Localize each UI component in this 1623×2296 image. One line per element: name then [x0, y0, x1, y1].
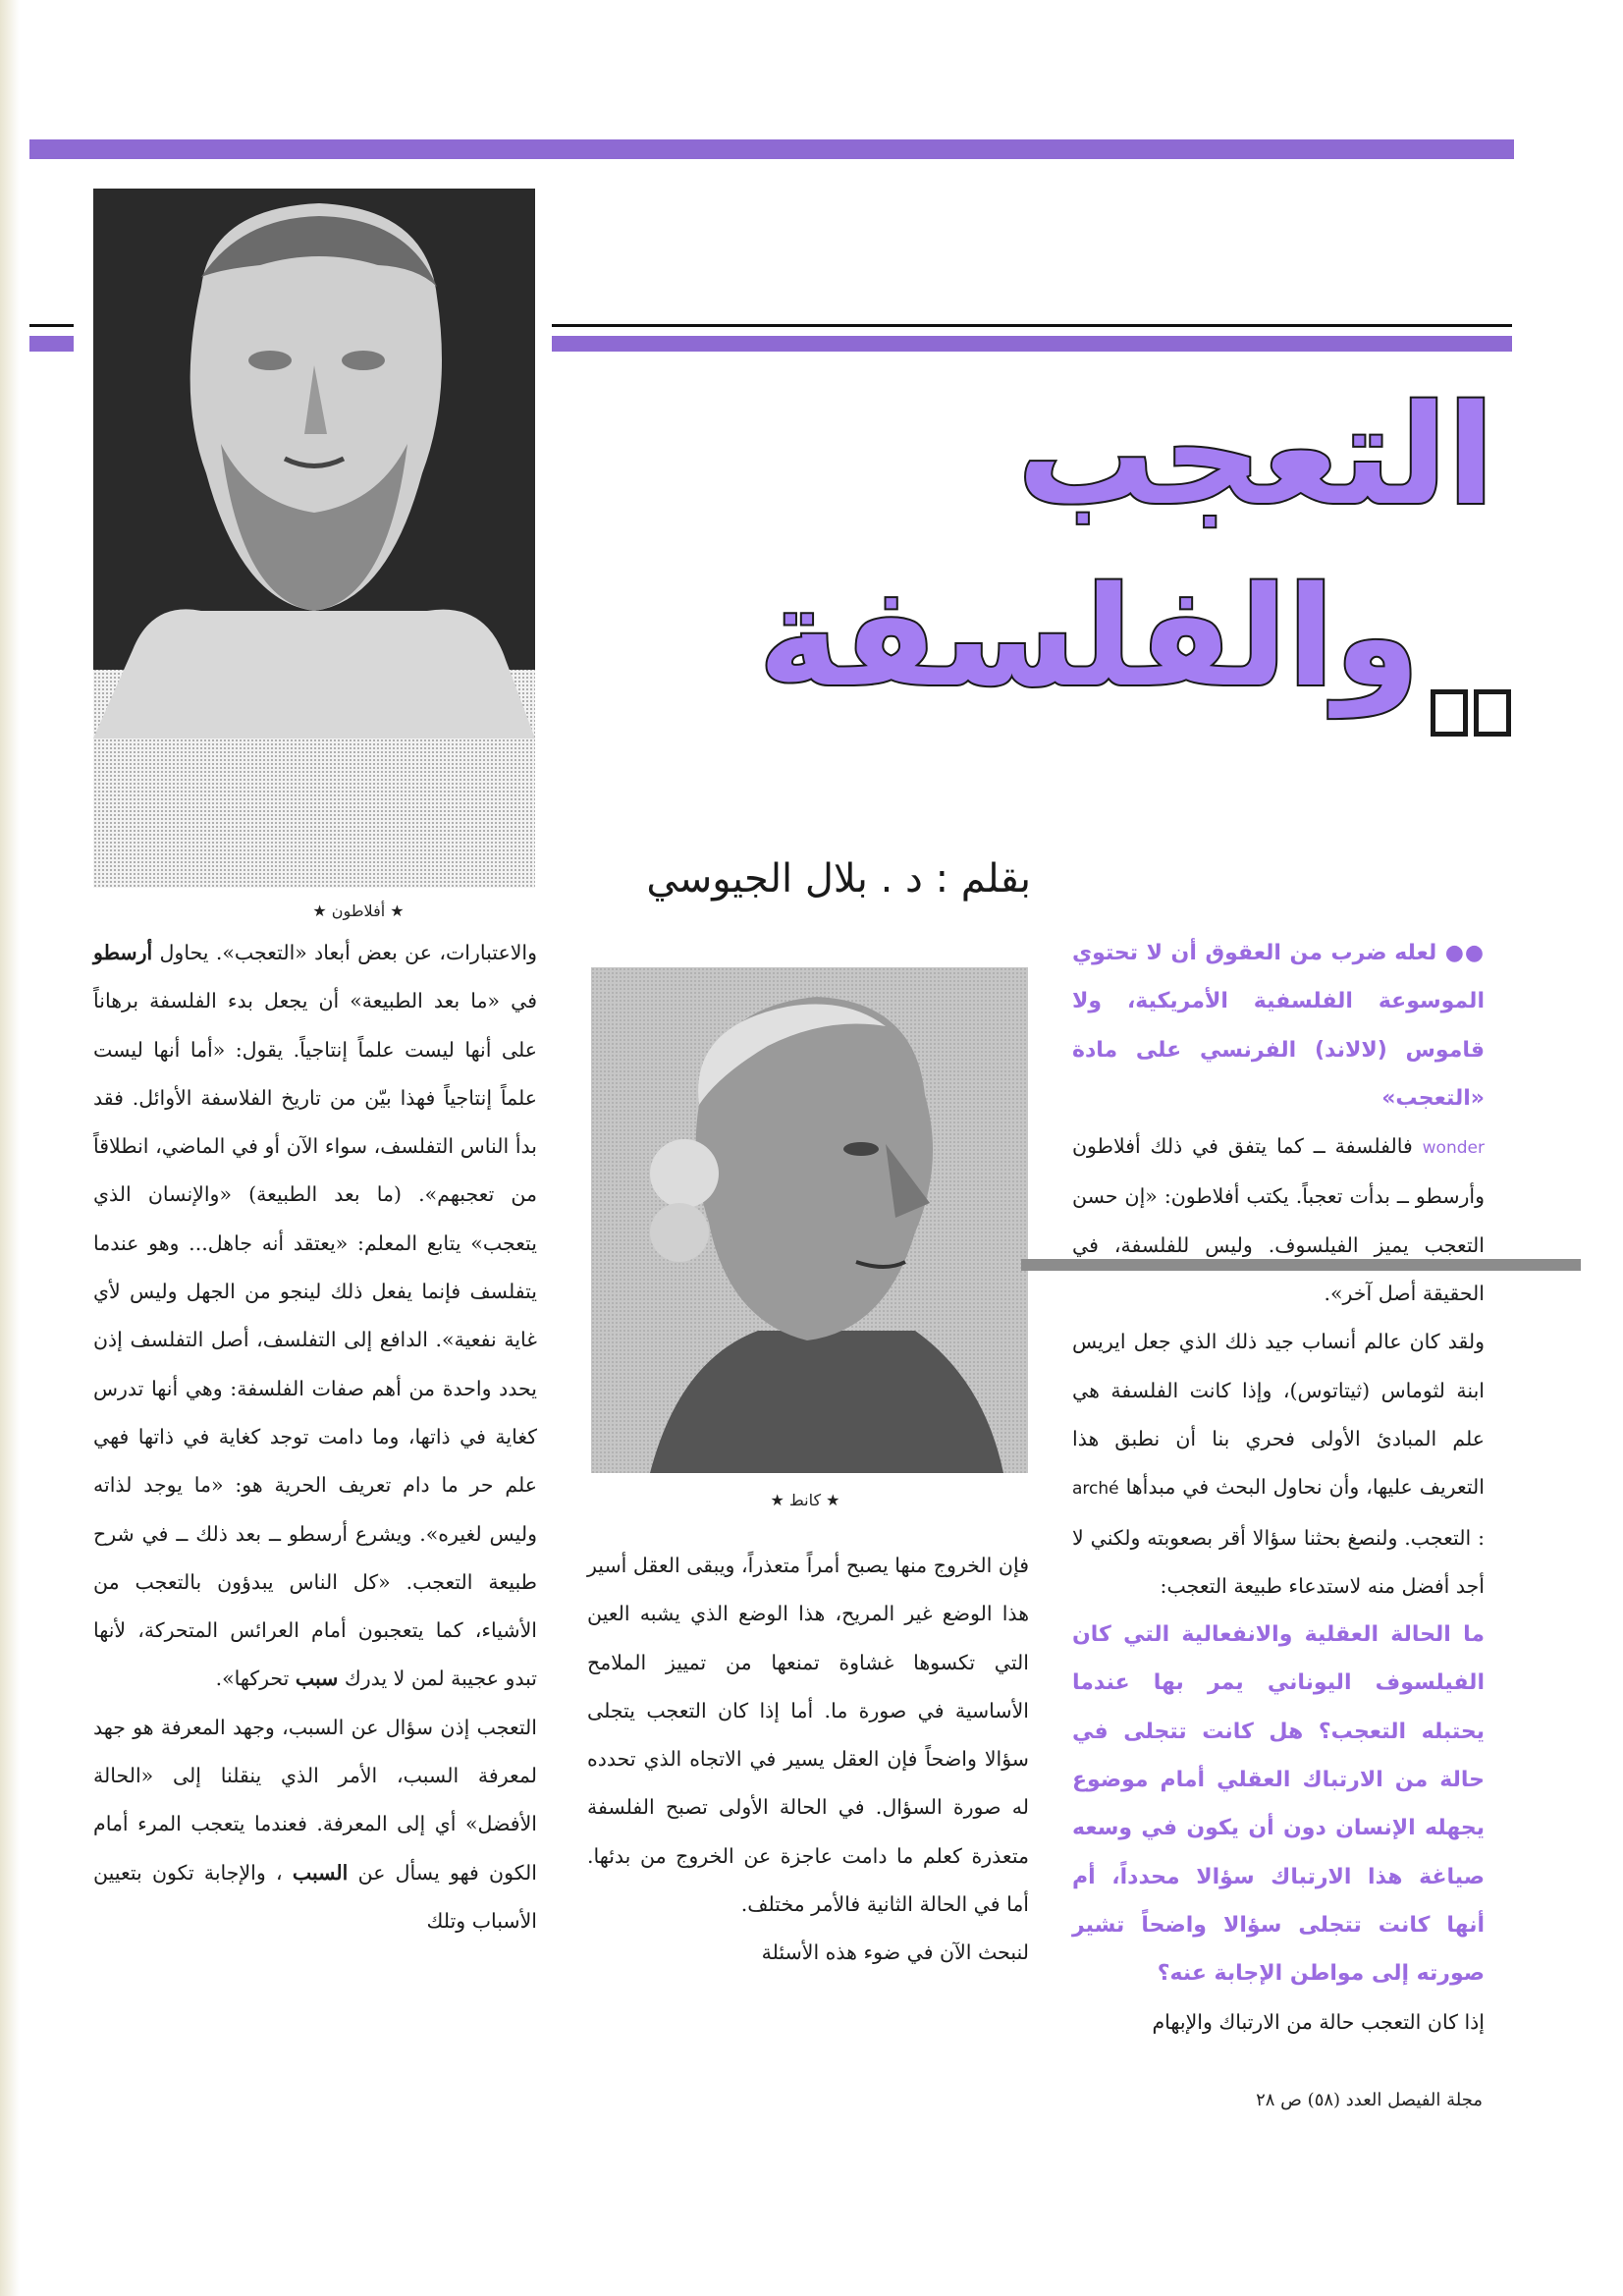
left-rule-top [29, 324, 74, 327]
paragraph-middle-2: لنبحث الآن في ضوء هذه الأسئلة [761, 1941, 1029, 1965]
top-accent-bar [29, 139, 1514, 159]
paragraph-left-1 [93, 929, 537, 1704]
wonder-term: wonder [1422, 1138, 1485, 1159]
paragraph-arche [1072, 1318, 1485, 1611]
paragraph-arche-text-b: : التعجب. ولنصغ بحثنا سؤالا أقر بصعوبته ولكني لا أجد أفضل منه لاستدعاء طبيعة التعجب: [1072, 1525, 1485, 1598]
left-accent-bar [29, 336, 74, 352]
paragraph-arche-text-a: ولقد كان عالم أنساب جيد ذلك الذي جعل ايريس ابنة لثوماس (ثيتاتوس)، وإذا كانت الفلسفة هي علم المبادئ الأولى فحري بنا أن نطبق هذا التعريف عليها، وأن نحاول البحث في مبدأها [1072, 1330, 1485, 1500]
paragraph-left-2 [93, 1704, 537, 1945]
text-column-right [1072, 929, 1485, 2047]
paragraph-left-1-a: والاعتبارات، عن بعض أبعاد «التعجب». يحاول [159, 941, 537, 964]
title-accent-bar [552, 336, 1512, 352]
title-rule-right [552, 324, 1512, 327]
title-ellipsis-boxes [1431, 689, 1511, 737]
kant-illustration [591, 967, 1028, 1473]
paragraph-wonder [1072, 1122, 1485, 1318]
lead-dots: ●● [1444, 941, 1485, 965]
lead-paragraph [1072, 929, 1485, 1122]
paragraph-middle-1: فإن الخروج منها يصبح أمراً متعذراً، ويبقى العقل أسير هذا الوضع غير المريح، هذا الوضع الذي يشبه العين التي تكسوها غشاوة تمنعها من تمييز الملامح الأساسية في صورة ما. أما إذا كان التعجب يتجلى سؤالا واضحاً فإن العقل يسير في الاتجاه الذي تحدده له صورة السؤال. في الحالة الأولى تصبح الفلسفة متعذرة كعلم ما دامت عاجزة عن الخروج من بدئها. أما في الحالة الثانية فالأمر مختلف. [587, 1554, 1029, 1917]
plato-bust-image [93, 189, 535, 888]
title-box-1 [1431, 689, 1468, 737]
paragraph-wonder-text: فالفلسفة ــ كما يتفق في ذلك أفلاطون وأرسطو ــ بدأت تعجباً. يكتب أفلاطون: «إن حسن التعجب يميز الفيلسوف. وليس للفلسفة، في الحقيقة أصل آخر». [1072, 1134, 1485, 1306]
kant-caption: ★ كانط ★ [770, 1491, 840, 1509]
title-box-2 [1474, 689, 1511, 737]
kant-portrait-image [591, 967, 1028, 1473]
page-edge-shadow [0, 0, 20, 2296]
plato-illustration [93, 189, 535, 888]
article-title-line1: التعجب [1017, 376, 1494, 536]
plato-caption: ★ أفلاطون ★ [312, 902, 405, 920]
question-paragraph: ما الحالة العقلية والانفعالية التي كان الفيلسوف اليوناني يمر بها عندما يحتبله التعجب؟ هل كانت تتجلى في حالة من الارتباك العقلي أمام موضوع يجهله الإنسان دون أن يكون في وسعه صياغة هذا الارتباك سؤالا محدداً، أم أنها كانت تتجلى سؤالا واضحاً تشير صورته إلى مواطن الإجابة عنه؟ [1072, 1622, 1485, 1987]
paragraph-left-2-a: التعجب إذن سؤال عن السبب، وجهد المعرفة هو جهد لمعرفة السبب، الأمر الذي ينقلنا إلى «الحالة الأفضل» أي إلى المعرفة. فعندما يتعجب المرء أمام الكون فهو يسأل عن [93, 1715, 537, 1885]
cause-term-2: السبب [292, 1860, 349, 1885]
text-column-middle [587, 1542, 1029, 1978]
page-footer: مجلة الفيصل العدد (٥٨) ص ٢٨ [1256, 2090, 1483, 2110]
paragraph-left-1-c: تحركها». [215, 1667, 290, 1691]
aristotle-name: أرسطو [93, 941, 153, 964]
author-byline: بقلم : د . بلال الجيوسي [646, 856, 1031, 902]
lead-text: لعله ضرب من العقوق أن لا تحتوي الموسوعة الفلسفية الأمريكية، ولا قاموس (لالاند) الفرنسي على مادة «التعجب» [1072, 941, 1485, 1111]
article-title-line2: والفلسفة [758, 558, 1420, 718]
paragraph-left-1-b: في «ما بعد الطبيعة» أن يجعل بدء الفلسفة برهاناً على أنها ليست علماً إنتاجياً. يقول: «أما أنها ليست علماً إنتاجياً فهذا بيّن من تاريخ الفلاسفة الأوائل. فقد بدأ الناس التفلسف، سواء الآن أو في الماضي، انطلاقاً من تعجبهم». (ما بعد الطبيعة) «والإنسان الذي يتعجب» يتابع المعلم: «يعتقد أنه جاهل... وهو عندما يتفلسف فإنما يفعل ذلك لينجو من الجهل وليس لأي غاية نفعية». الدافع إلى التفلسف، أصل التفلسف إذن يحدد واحدة من أهم صفات الفلسفة: وهي أنها تدرس كغاية في ذاتها، وما دامت توجد كغاية في ذاتها فهي علم حر ما دام تعريف الحرية هو: «ما يوجد لذاته وليس لغيره». ويشرع أرسطو ــ بعد ذلك ــ في شرح طبيعة التعجب. «كل الناس يبدؤون بالتعجب من الأشياء، كما يتعجبون أمام العرائس المتحركة، لأنها تبدو عجيبة لمن لا يدرك [93, 989, 537, 1691]
paragraph-left-2-b: ، والإجابة تكون بتعيين الأسباب وتلك [93, 1860, 537, 1933]
text-column-left [93, 929, 537, 1945]
paragraph-closing-right: إذا كان التعجب حالة من الارتباك والإبهام [1152, 2009, 1485, 2034]
arche-term: arché [1072, 1479, 1119, 1500]
cause-term: سبب [295, 1667, 339, 1691]
